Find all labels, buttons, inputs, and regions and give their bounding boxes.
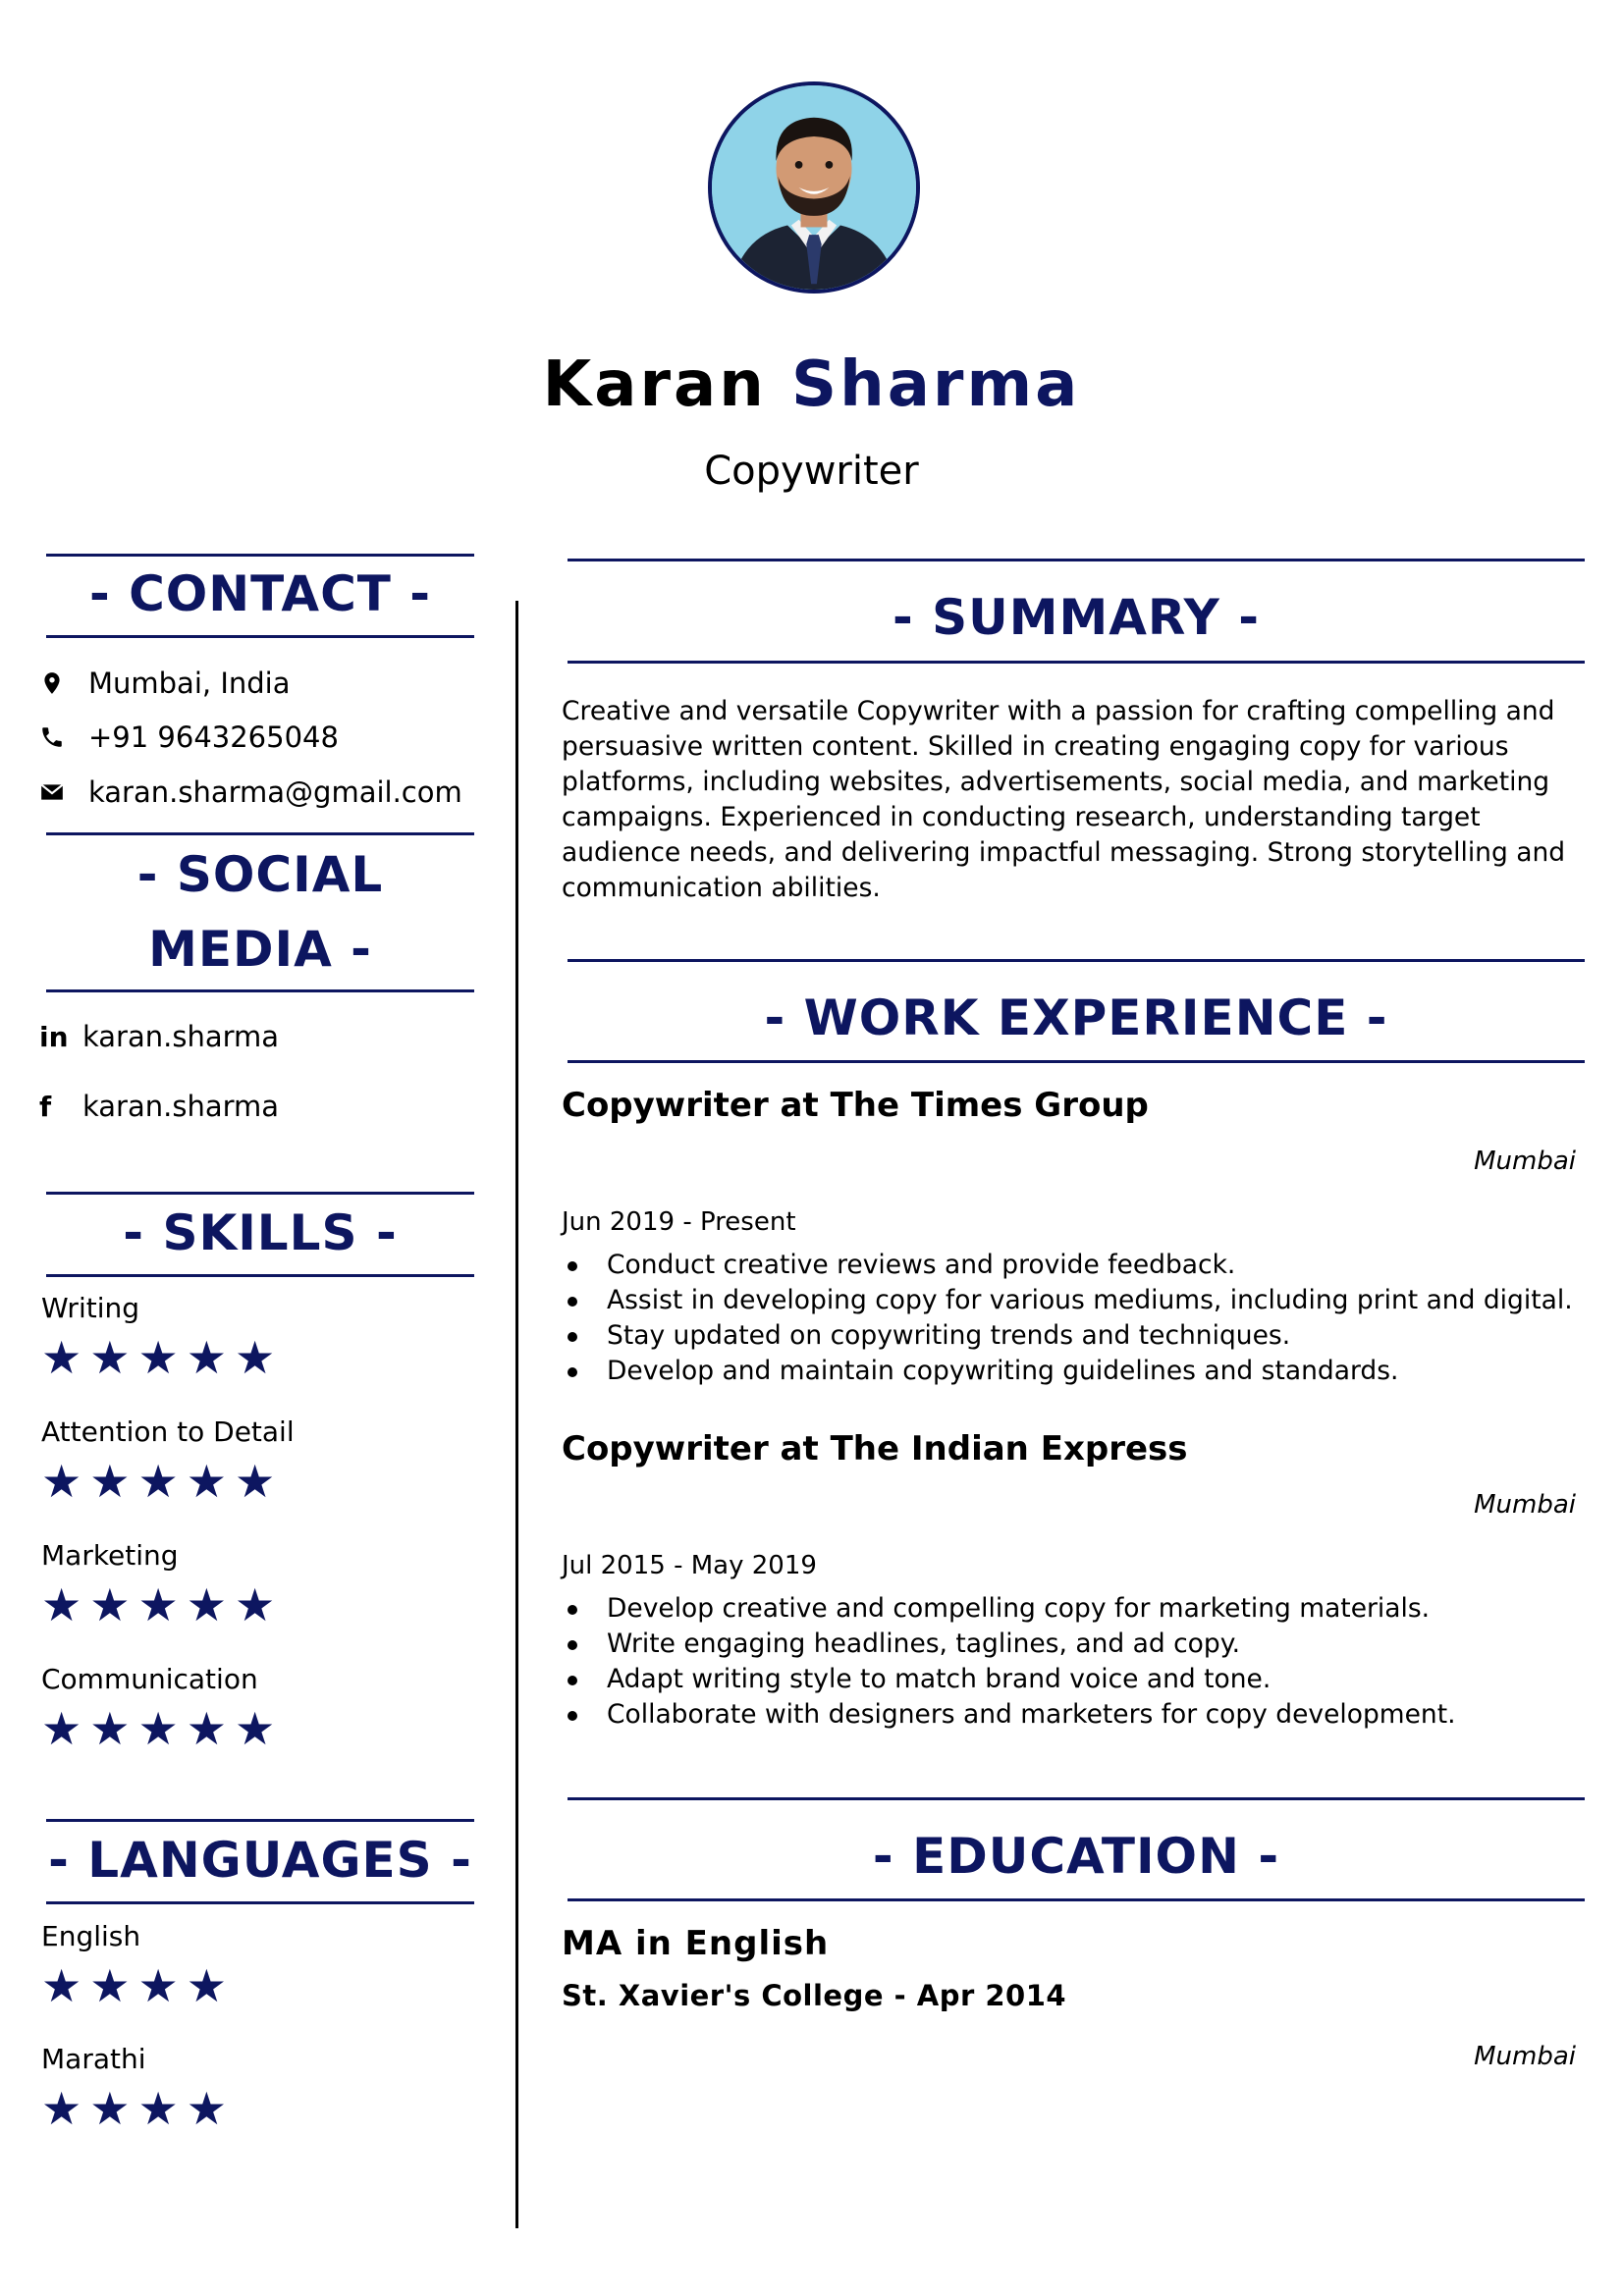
skill-stars: ★★★★★: [41, 1455, 284, 1508]
social-facebook-text: karan.sharma: [82, 1090, 280, 1123]
language-label: Marathi: [41, 2043, 146, 2075]
languages-heading: - LANGUAGES -: [48, 1832, 472, 1889]
job-bullet: Assist in developing copy for various mediums, including print and digital.: [562, 1283, 1602, 1318]
social-rule-top: [46, 832, 474, 835]
envelope-icon: [37, 777, 67, 807]
education-location: Mumbai: [1474, 2042, 1576, 2071]
contact-phone: [37, 718, 339, 757]
work-rule-bottom: [568, 1060, 1585, 1063]
job-bullet: Develop and maintain copywriting guidelines and standards.: [562, 1354, 1602, 1389]
phone-icon: [37, 722, 67, 752]
linkedin-icon: in: [39, 1020, 69, 1053]
job-title: Copywriter at The Times Group: [562, 1086, 1149, 1125]
social-heading-line1: - SOCIAL: [136, 846, 384, 903]
candidate-name: [0, 346, 1623, 424]
job-location: Mumbai: [1474, 1147, 1576, 1176]
job-bullet: Collaborate with designers and marketers for copy development.: [562, 1697, 1602, 1733]
contact-email-text[interactable]: karan.sharma@gmail.com: [88, 775, 462, 809]
contact-location: [37, 664, 291, 703]
education-school: St. Xavier's College - Apr 2014: [562, 1979, 1067, 2012]
education-heading: - EDUCATION -: [872, 1828, 1280, 1885]
skills-heading: - SKILLS -: [123, 1204, 398, 1261]
job-bullet: Develop creative and compelling copy for marketing materials.: [562, 1591, 1602, 1627]
job-bullets: [562, 1248, 1602, 1389]
profile-photo: [708, 81, 920, 294]
languages-rule-bottom: [46, 1901, 474, 1904]
social-heading: [46, 837, 474, 987]
contact-rule-bottom: [46, 635, 474, 638]
language-stars: ★★★★: [41, 2082, 235, 2135]
last-name: Sharma: [791, 348, 1081, 421]
summary-rule-bottom: [568, 661, 1585, 664]
column-divider: [515, 601, 518, 2228]
contact-heading: - CONTACT -: [88, 565, 432, 622]
job-bullet: Conduct creative reviews and provide feedback.: [562, 1248, 1602, 1283]
language-label: English: [41, 1920, 141, 1952]
education-degree: MA in English: [562, 1924, 830, 1963]
skill-label: Communication: [41, 1663, 258, 1695]
summary-rule-top: [568, 559, 1585, 561]
skill-label: Writing: [41, 1292, 139, 1324]
job-bullet: Stay updated on copywriting trends and techniques.: [562, 1318, 1602, 1354]
social-facebook[interactable]: [39, 1087, 279, 1126]
social-linkedin-text: karan.sharma: [82, 1020, 280, 1053]
skill-stars: ★★★★★: [41, 1331, 284, 1384]
work-heading: - WORK EXPERIENCE -: [764, 989, 1388, 1046]
job-bullet: Write engaging headlines, taglines, and ad copy.: [562, 1627, 1602, 1662]
summary-text: Creative and versatile Copywriter with a passion for crafting compelling and persuasive written content. Skilled in creating engaging copy for various platforms, including websites, advertisements, social media, and marketing campaigns. Experienced in conducting research, understanding target audience needs, and delivering impactful messaging. Strong storytelling and communication abilities.: [562, 696, 1566, 903]
contact-email: [37, 773, 462, 812]
job-bullets: [562, 1591, 1602, 1733]
education-rule-bottom: [568, 1898, 1585, 1901]
social-linkedin[interactable]: [39, 1017, 279, 1056]
skill-label: Attention to Detail: [41, 1415, 295, 1448]
contact-location-text: Mumbai, India: [88, 667, 291, 700]
job-location: Mumbai: [1474, 1490, 1576, 1520]
skill-stars: ★★★★★: [41, 1578, 284, 1631]
social-rule-bottom: [46, 989, 474, 992]
job-role: Copywriter: [704, 449, 919, 494]
job-dates: Jun 2019 - Present: [562, 1207, 796, 1237]
languages-rule-top: [46, 1819, 474, 1822]
job-bullet: Adapt writing style to match brand voice and tone.: [562, 1662, 1602, 1697]
location-pin-icon: [37, 668, 67, 698]
work-rule-top: [568, 959, 1585, 962]
social-heading-line2: MEDIA -: [148, 921, 372, 978]
language-stars: ★★★★: [41, 1959, 235, 2012]
skills-rule-top: [46, 1192, 474, 1195]
skill-stars: ★★★★★: [41, 1702, 284, 1755]
skills-rule-bottom: [46, 1274, 474, 1277]
education-rule-top: [568, 1797, 1585, 1800]
contact-phone-text: +91 9643265048: [88, 721, 339, 754]
summary-heading: - SUMMARY -: [892, 589, 1261, 646]
first-name: Karan: [542, 348, 767, 421]
job-dates: Jul 2015 - May 2019: [562, 1551, 817, 1580]
avatar-illustration: [712, 85, 916, 290]
facebook-icon: f: [39, 1090, 52, 1123]
skill-label: Marketing: [41, 1539, 179, 1572]
job-title: Copywriter at The Indian Express: [562, 1429, 1188, 1468]
contact-rule-top: [46, 554, 474, 557]
